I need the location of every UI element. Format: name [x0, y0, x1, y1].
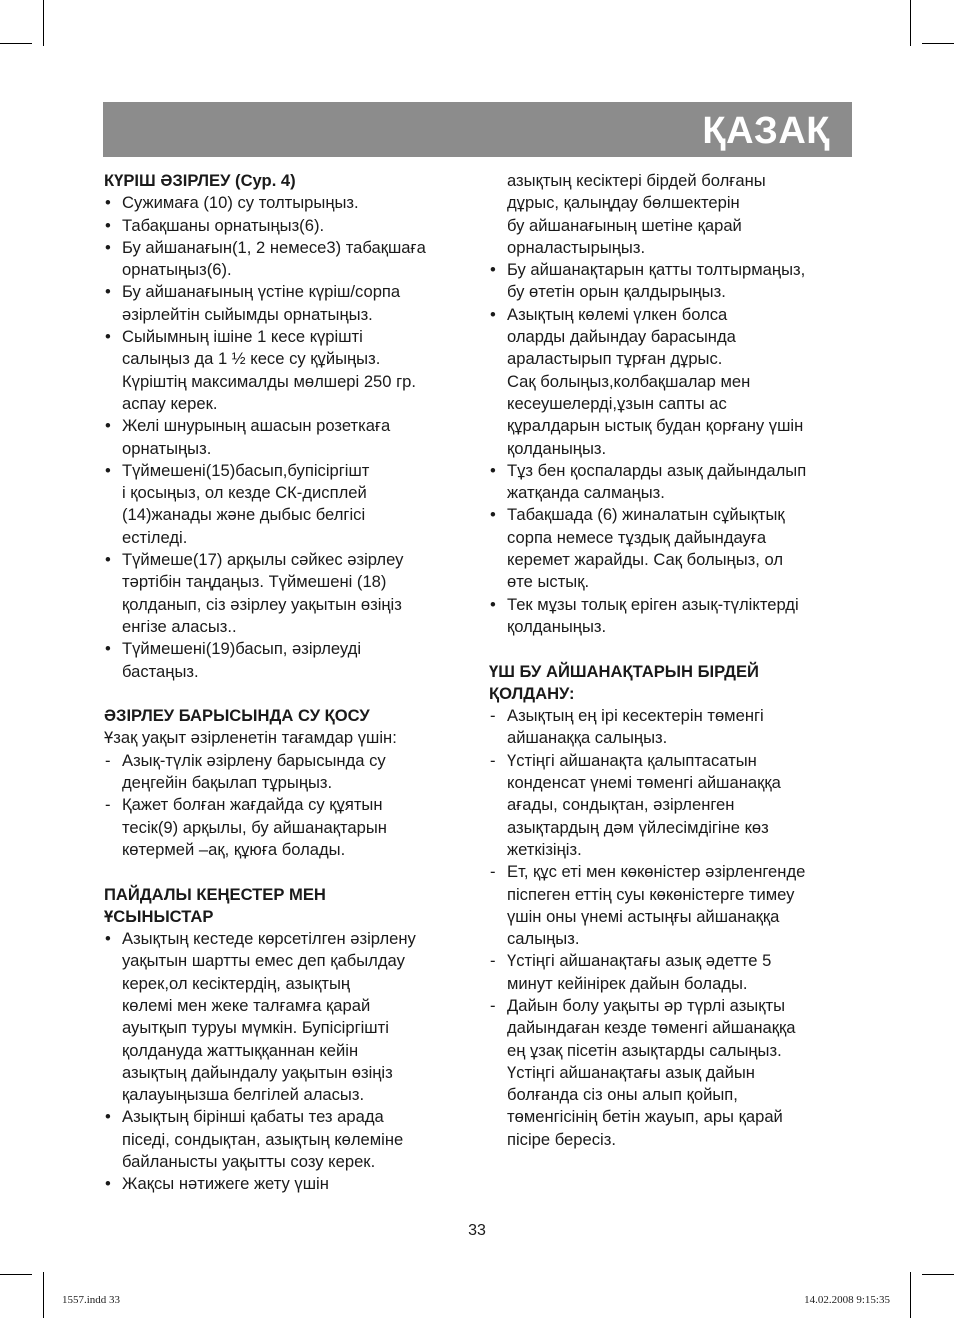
list-item: [489, 750, 851, 861]
list-item: [104, 237, 474, 282]
list-marker: -: [105, 750, 111, 770]
crop-mark: [910, 0, 911, 46]
text-line: Түймеше(17) арқылы сәйкес әзірлеу: [122, 550, 404, 570]
text-line: Азықтың көлемі үлкен болса: [507, 304, 728, 324]
text-line: дайындаған кезде төменгі айшанаққа: [507, 1018, 796, 1038]
text-line: Ет, құс еті мен көкөністер әзірленгенде: [507, 862, 806, 882]
text-line: азықтың дайындалу уақытын өзіңіз: [122, 1062, 393, 1082]
crop-mark: [922, 1274, 954, 1275]
list-marker: -: [490, 951, 496, 971]
text-line: Күріштің максималды мөлшері 250 гр.: [122, 371, 417, 391]
list-item: [489, 504, 851, 593]
dash-list: [489, 705, 851, 1151]
dash-list: [104, 750, 474, 861]
list-item: [489, 995, 851, 1151]
text-line: жеткізіңіз.: [507, 839, 582, 859]
text-line: бу айшанағының шетіне қарай: [507, 215, 742, 235]
text-line: Сақ болыңыз,колбақшалар мен: [507, 371, 751, 391]
text-line: Бу айшанақтарын қатты толтырмаңыз,: [507, 260, 806, 280]
heading-line: ҮШ БУ АЙШАНАҚТАРЫН БІРДЕЙ: [489, 661, 759, 681]
heading-line: ҚОЛДАНУ:: [489, 683, 575, 703]
text-line: орнатыңыз(6).: [122, 260, 232, 280]
heading-line: ПАЙДАЛЫ КЕҢЕСТЕР МЕН: [104, 884, 326, 904]
crop-mark: [0, 43, 32, 44]
list-marker: •: [490, 505, 496, 525]
text-line: көлемі мен жеке талғамға қарай: [122, 995, 371, 1015]
list-marker: -: [105, 795, 111, 815]
list-item: [489, 950, 851, 995]
list-marker: •: [105, 237, 111, 257]
text-line: Тек мұзы толық еріген азық-түліктерді: [507, 594, 799, 614]
text-line: піспеген еттің суы көкөністерге тимеу: [507, 884, 795, 904]
crop-mark: [922, 43, 954, 44]
list-marker: -: [490, 862, 496, 882]
text-line: енгізе аласыз..: [122, 616, 237, 636]
text-line: көтермей –ақ, құюға болады.: [122, 839, 346, 859]
text-line: ауытқып туруы мүмкін. Бупісіргішті: [122, 1018, 389, 1038]
list-marker: •: [105, 1174, 111, 1194]
text-line: Сыйымның ішіне 1 кесе күрішті: [122, 327, 363, 347]
list-item: [104, 928, 474, 1106]
text-line: оларды дайындау барасында: [507, 327, 736, 347]
list-marker: •: [105, 550, 111, 570]
section-heading: КҮРІШ ӘЗІРЛЕУ (Сур. 4): [104, 171, 296, 190]
text-line: қалауыңызша белгілей аласыз.: [122, 1085, 365, 1105]
continued-item: [489, 170, 851, 259]
text-line: Жақсы нәтижеге жету үшін: [122, 1174, 329, 1194]
text-line: уақытын шартты емес деп қабылдау: [122, 951, 405, 971]
list-marker: -: [490, 706, 496, 726]
text-line: Түймешені(15)басып,бупісіргішт: [122, 460, 370, 480]
list-marker: •: [105, 460, 111, 480]
list-item: [489, 705, 851, 750]
list-marker: •: [490, 260, 496, 280]
text-line: кесеушелерді,ұзын сапты ас: [507, 393, 727, 413]
text-line: орнатыңыз.: [122, 438, 212, 458]
text-line: Азықтың кестеде көрсетілген әзірлену: [122, 929, 416, 949]
text-line: Қажет болған жағдайда су құятын: [122, 795, 383, 815]
section-heading: [489, 661, 851, 706]
text-line: өте ыстық.: [507, 572, 590, 592]
crop-mark: [43, 1272, 44, 1318]
text-line: болғанда сіз оны алып қойып,: [507, 1085, 738, 1105]
crop-mark: [43, 0, 44, 46]
text-line: бастаңыз.: [122, 661, 199, 681]
text-line: азықтың кесіктері бірдей болғаны: [507, 171, 766, 190]
text-line: Дайын болу уақыты әр түрлі азықты: [507, 995, 786, 1015]
list-item: [489, 259, 851, 304]
text-line: піседі, сондықтан, азықтың көлеміне: [122, 1129, 404, 1149]
left-column: [104, 170, 474, 1196]
text-line: сорпа немесе тұздық дайындауға: [507, 527, 767, 547]
text-line: бу өтетін орын қалдырыңыз.: [507, 282, 726, 302]
text-line: керемет жарайды. Сақ болыңыз, ол: [507, 550, 784, 570]
text-line: Түймешені(19)басып, әзірлеуді: [122, 639, 362, 659]
section-heading: [104, 884, 474, 929]
crop-mark: [0, 1274, 32, 1275]
list-marker: •: [105, 215, 111, 235]
list-item: [104, 1173, 474, 1195]
text-line: керек,ол кесіктердің, азықтың: [122, 973, 351, 993]
list-item: [104, 215, 474, 237]
text-line: Үстіңгі айшанақтағы азық әдетте 5: [507, 951, 772, 971]
list-item: [489, 460, 851, 505]
text-line: қолдануда жаттыққаннан кейін: [122, 1040, 359, 1060]
text-line: Бу айшанағын(1, 2 немесе3) табақшаға: [122, 237, 426, 257]
list-item: [104, 1106, 474, 1173]
text-line: конденсат үнемі төменгі айшанаққа: [507, 773, 781, 793]
text-line: салыңыз да 1 ½ кесе су құйыңыз.: [122, 349, 381, 369]
text-line: үшін оны үнемі астыңғы айшанаққа: [507, 906, 780, 926]
list-marker: -: [490, 750, 496, 770]
text-line: тесік(9) арқылы, бу айшанақтарын: [122, 817, 387, 837]
text-line: қолданыңыз.: [507, 616, 607, 636]
list-item: [104, 549, 474, 638]
text-line: айшанаққа салыңыз.: [507, 728, 668, 748]
text-line: ағады, сондықтан, әзірленген: [507, 795, 735, 815]
text-line: араластырып тұрған дұрыс.: [507, 349, 723, 369]
text-line: Азықтың ең ірі кесектерін төменгі: [507, 706, 764, 726]
list-item: [104, 794, 474, 861]
date-slug: 14.02.2008 9:15:35: [804, 1294, 890, 1306]
text-line: тәртібін таңдаңыз. Түймешені (18): [122, 572, 387, 592]
list-item: [104, 638, 474, 683]
text-line: естіледі.: [122, 527, 188, 547]
list-marker: •: [490, 304, 496, 324]
text-line: Үстіңгі айшанақта қалыптасатын: [507, 750, 757, 770]
text-line: і қосыңыз, ол кезде СК-дисплей: [122, 483, 367, 503]
text-line: Азықтың бірінші қабаты тез арада: [122, 1107, 384, 1127]
list-marker: -: [490, 995, 496, 1015]
list-item: [104, 192, 474, 214]
text-line: байланысты уақытты созу керек.: [122, 1152, 376, 1172]
text-line: Табақшада (6) жиналатын сұйықтық: [507, 505, 785, 525]
text-line: Табақшаны орнатыңыз(6).: [122, 215, 325, 235]
text-line: салыңыз.: [507, 929, 580, 949]
list-item: [489, 594, 851, 639]
text-line: ең ұзақ пісетін азықтарды салыңыз.: [507, 1040, 782, 1060]
text-line: жатқанда салмаңыз.: [507, 483, 665, 503]
text-line: Тұз бен қоспаларды азық дайындалып: [507, 460, 807, 480]
text-line: орналастырыңыз.: [507, 237, 646, 257]
heading-line: ҰСЫНЫСТАР: [104, 906, 214, 926]
list-marker: •: [105, 1107, 111, 1127]
list-marker: •: [105, 282, 111, 302]
list-item: [104, 415, 474, 460]
list-marker: •: [490, 460, 496, 480]
text-line: әзірлейтін сыйымды орнатыңыз.: [122, 304, 373, 324]
section-intro: Ұзақ уақыт әзірленетін тағамдар үшін:: [104, 728, 397, 748]
list-item: [104, 281, 474, 326]
page-number: 33: [468, 1222, 486, 1239]
text-line: аспау керек.: [122, 393, 218, 413]
section-heading: ӘЗІРЛЕУ БАРЫСЫНДА СУ ҚОСУ: [104, 706, 370, 726]
text-line: төменгісінің бетін жауып, ары қарай: [507, 1107, 783, 1127]
crop-mark: [910, 1272, 911, 1318]
list-item: [489, 304, 851, 460]
bullet-list: [104, 192, 474, 683]
right-column: [489, 170, 851, 1151]
text-line: пісіре бересіз.: [507, 1129, 616, 1149]
text-line: деңгейін бақылап тұрыңыз.: [122, 773, 333, 793]
list-item: [104, 326, 474, 415]
list-item: [489, 861, 851, 950]
list-marker: •: [490, 594, 496, 614]
text-line: Сужимаға (10) су толтырыңыз.: [122, 193, 359, 213]
bullet-list: [489, 259, 851, 638]
text-line: (14)жанады және дыбыс белгісі: [122, 505, 366, 525]
text-line: құралдарын ыстық будан қорғану үшін: [507, 416, 804, 436]
text-line: азықтардың дәм үйлесімдігіне көз: [507, 817, 769, 837]
language-banner: [103, 102, 852, 157]
list-marker: •: [105, 193, 111, 213]
text-line: минут кейінірек дайын болады.: [507, 973, 748, 993]
file-slug: 1557.indd 33: [62, 1294, 121, 1306]
list-item: [104, 750, 474, 795]
list-marker: •: [105, 416, 111, 436]
list-marker: •: [105, 639, 111, 659]
text-line: Желі шнурының ашасын розеткаға: [122, 416, 391, 436]
list-marker: •: [105, 929, 111, 949]
list-item: [104, 460, 474, 549]
text-line: қолданыңыз.: [507, 438, 607, 458]
bullet-list: [104, 928, 474, 1196]
language-title: ҚАЗАҚ: [702, 110, 830, 152]
list-marker: •: [105, 327, 111, 347]
text-line: Азық-түлік әзірлену барысында су: [122, 750, 386, 770]
text-line: дұрыс, қалыңдау бөлшектерін: [507, 193, 740, 213]
text-line: қолданып, сіз әзірлеу уақытын өзіңіз: [122, 594, 402, 614]
text-line: Үстіңгі айшанақтағы азық дайын: [507, 1062, 755, 1082]
text-line: Бу айшанағының үстіне күріш/сорпа: [122, 282, 401, 302]
